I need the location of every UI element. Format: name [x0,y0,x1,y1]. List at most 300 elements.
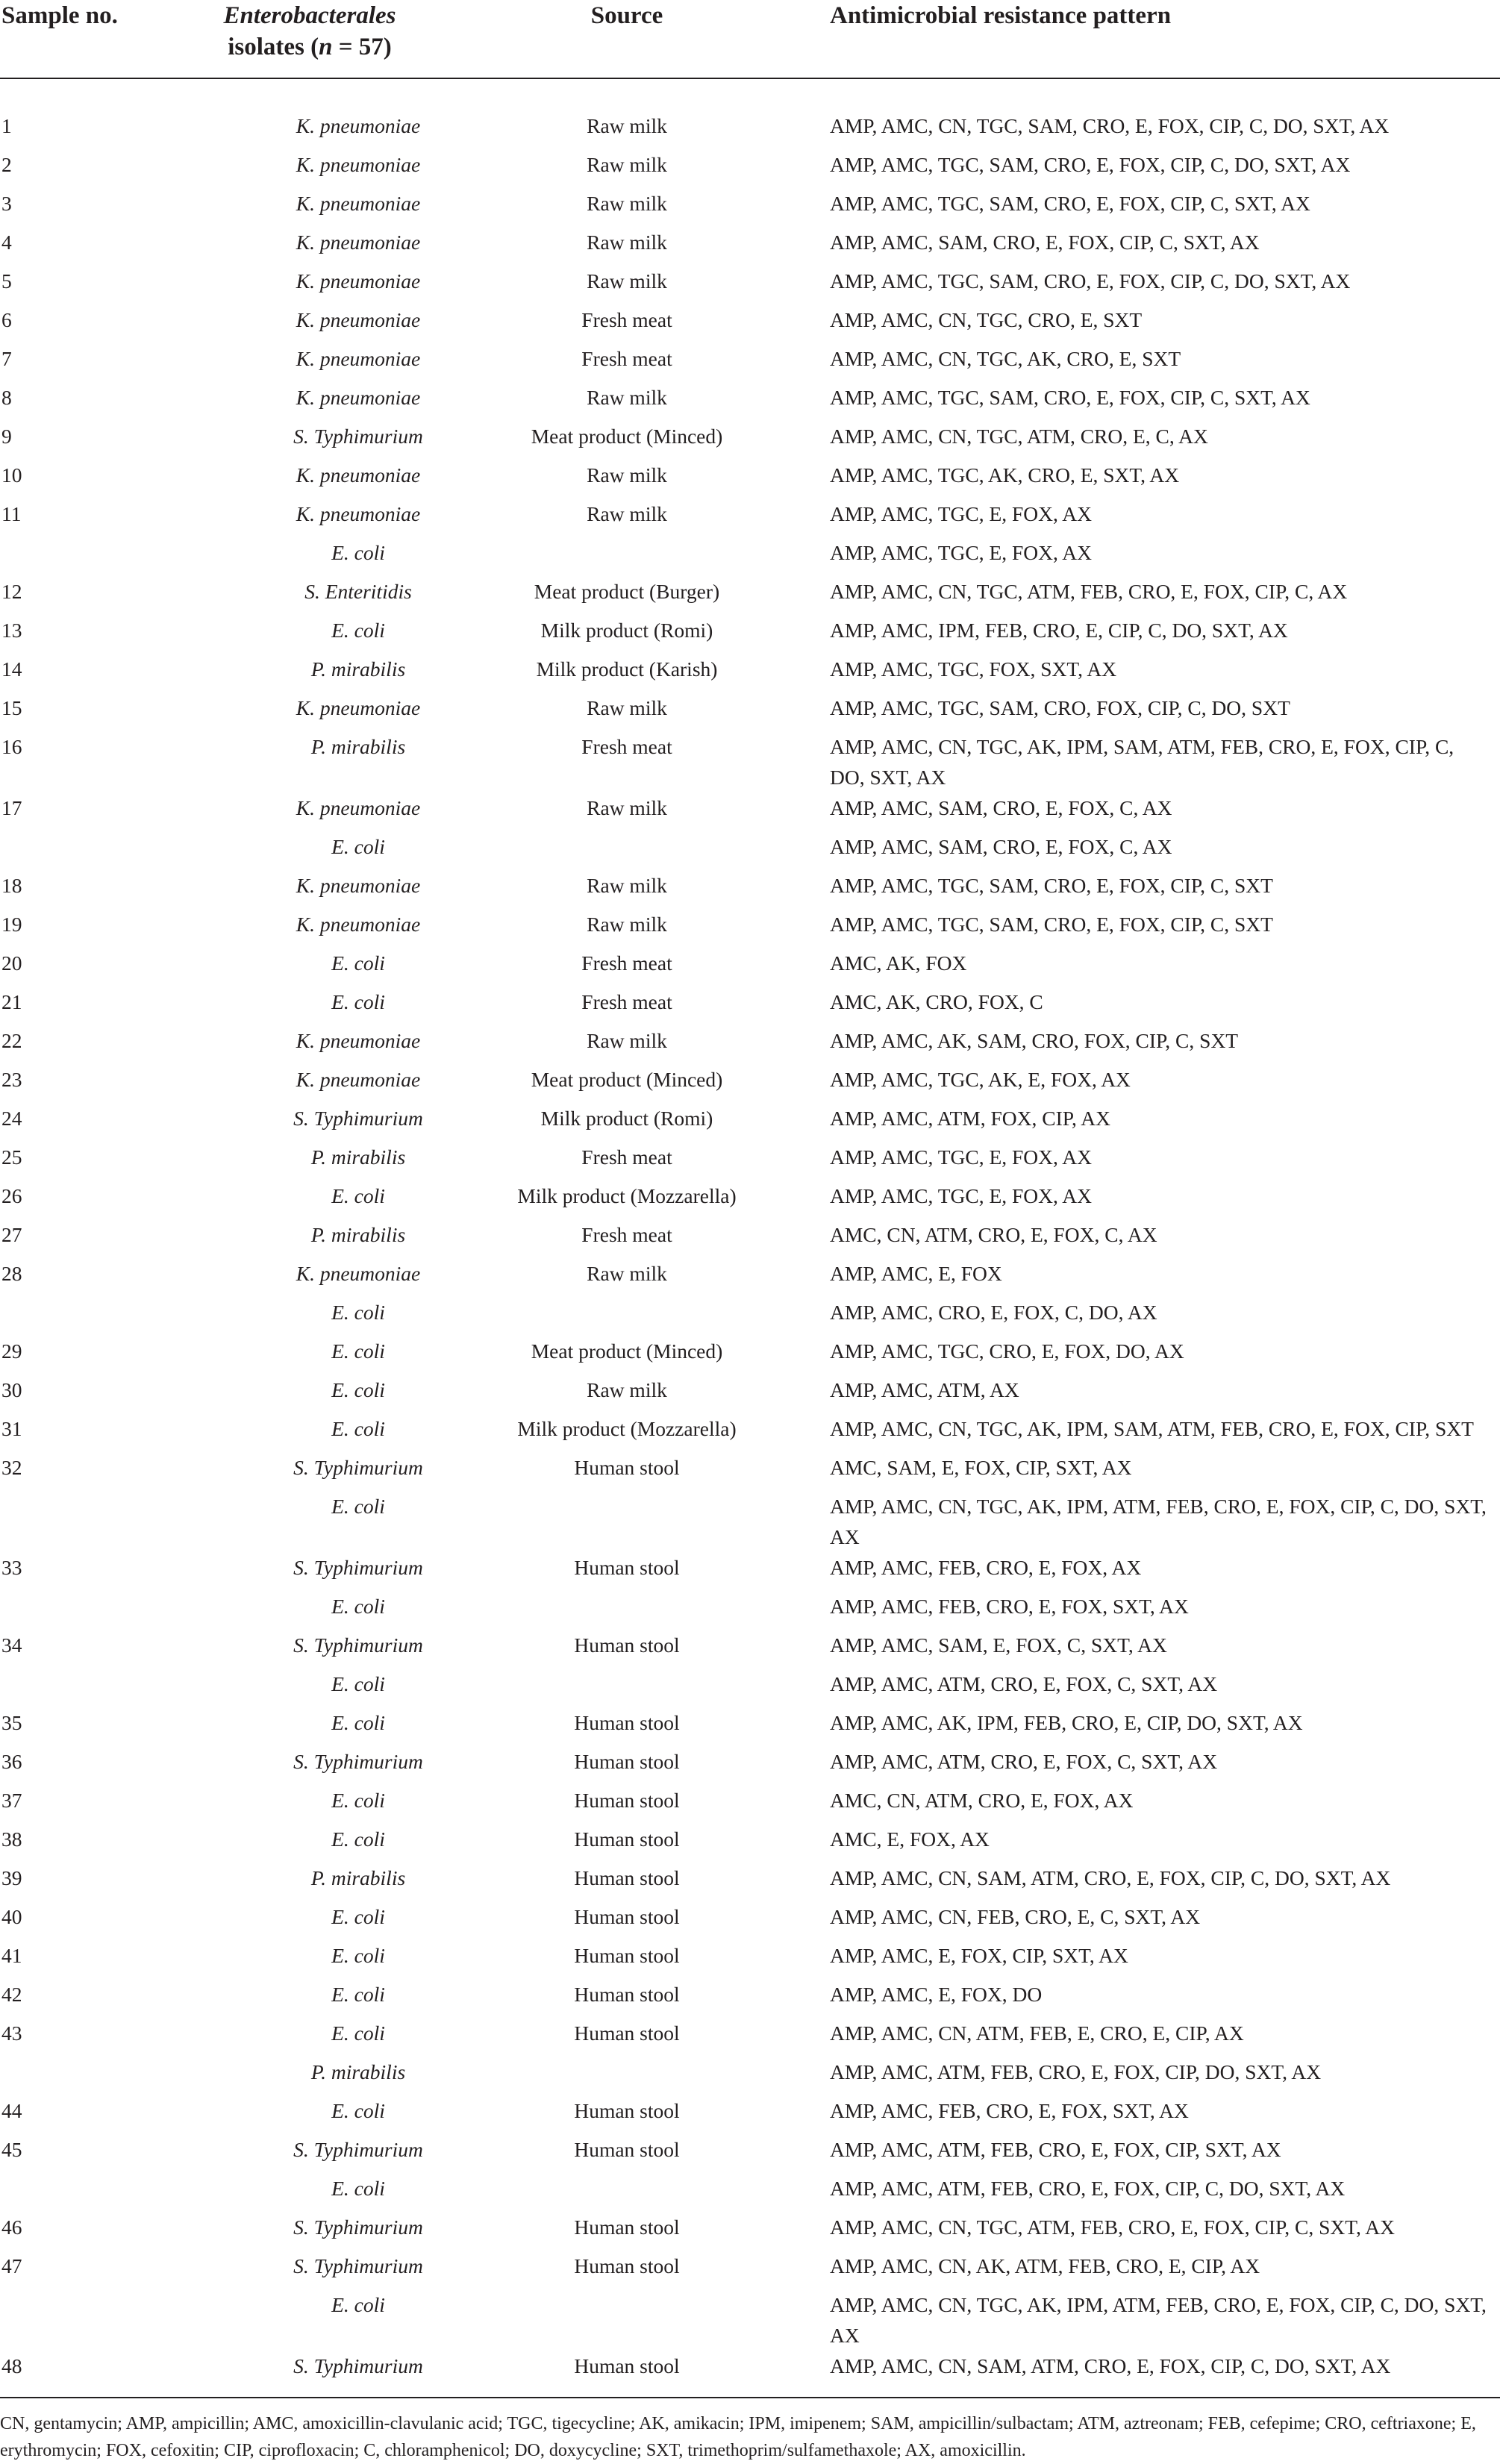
source-cell [478,537,813,576]
isolate-name: K. pneumoniae [296,463,421,487]
sample-no-cell: 38 [1,1827,22,1851]
pattern-cell: AMP, AMC, CN, TGC, SAM, CRO, E, FOX, CIP, C, DO, SXT, AX [830,114,1390,137]
isolate-cell [187,870,478,909]
isolate-name: E. coli [331,951,385,975]
isolate-cell [187,1785,478,1824]
isolate-cell [187,2018,478,2057]
isolate-cell [187,304,478,343]
source-cell [478,1491,813,1552]
isolate-cell [187,2173,478,2212]
sample-no-cell: 32 [1,1456,22,1479]
pattern-cell: AMP, AMC, TGC, FOX, SXT, AX [830,657,1117,681]
isolate-name: P. mirabilis [310,1866,406,1889]
isolate-cell [187,460,478,498]
sample-no-cell: 2 [1,153,12,176]
sample-no-cell: 45 [1,2138,22,2161]
isolate-cell [187,1669,478,1707]
source-cell [478,1297,813,1336]
pattern-cell: AMP, AMC, TGC, E, FOX, AX [830,502,1092,525]
isolate-cell [187,1452,478,1491]
pattern-cell: AMP, AMC, TGC, SAM, CRO, FOX, CIP, C, DO, SXT [830,696,1290,719]
table-row [0,1979,1500,2018]
table-row [0,870,1500,909]
pattern-cell: AMP, AMC, FEB, CRO, E, FOX, SXT, AX [830,2099,1189,2122]
sample-no-cell: 15 [1,696,22,719]
table-row [0,2057,1500,2095]
pattern-cell: AMP, AMC, CN, TGC, ATM, FEB, CRO, E, FOX, CIP, C, SXT, AX [830,2216,1395,2239]
table-row [0,343,1500,382]
isolate-cell [187,2095,478,2134]
isolate-name: E. coli [331,2099,385,2122]
isolate-cell [187,1103,478,1142]
source-cell: Human stool [574,1827,680,1851]
table-row [0,831,1500,870]
pattern-cell: AMP, AMC, SAM, E, FOX, C, SXT, AX [830,1633,1167,1657]
pattern-cell: AMP, AMC, CN, FEB, CRO, E, C, SXT, AX [830,1905,1201,1928]
sample-no-cell: 10 [1,463,22,487]
isolate-cell [187,1336,478,1375]
table-row [0,1103,1500,1142]
table-row [0,2134,1500,2173]
table-row [0,1181,1500,1219]
table-row [0,227,1500,266]
pattern-cell: AMP, AMC, TGC, SAM, CRO, E, FOX, CIP, C, SXT, AX [830,192,1310,215]
source-cell: Human stool [574,1789,680,1812]
source-cell: Fresh meat [581,990,672,1013]
isolate-name: S. Typhimurium [293,1107,423,1130]
pattern-cell: AMP, AMC, CRO, E, FOX, C, DO, AX [830,1301,1157,1324]
isolate-name: E. coli [331,1983,385,2006]
isolate-cell [187,1297,478,1336]
pattern-cell: AMP, AMC, CN, SAM, ATM, CRO, E, FOX, CIP, C, DO, SXT, AX [830,1866,1391,1889]
pattern-cell: AMC, AK, CRO, FOX, C [830,990,1043,1013]
pattern-cell: AMP, AMC, CN, TGC, ATM, FEB, CRO, E, FOX, CIP, C, AX [830,580,1348,603]
header-isolates-n: n [319,34,333,60]
table-row [0,909,1500,948]
table-row [0,2251,1500,2289]
pattern-cell: AMP, AMC, TGC, SAM, CRO, E, FOX, CIP, C, SXT [830,874,1273,897]
source-cell: Raw milk [587,192,667,215]
table-row [0,1452,1500,1491]
isolate-name: E. coli [331,990,385,1013]
sample-no-cell: 1 [1,114,12,137]
isolate-cell [187,1375,478,1413]
sample-no-cell: 16 [1,735,22,758]
pattern-cell: AMP, AMC, ATM, AX [830,1378,1019,1401]
header-isolates-label: isolates ( [228,34,319,60]
sample-no-cell: 36 [1,1750,22,1773]
isolate-name: E. coli [331,2177,385,2200]
source-cell: Human stool [574,1456,680,1479]
sample-no-cell: 43 [1,2021,22,2045]
pattern-cell: AMP, AMC, ATM, FEB, CRO, E, FOX, CIP, C, DO, SXT, AX [830,2177,1346,2200]
isolate-cell [187,149,478,188]
pattern-cell: AMP, AMC, TGC, AK, CRO, E, SXT, AX [830,463,1180,487]
sample-no-cell: 33 [1,1556,22,1579]
source-cell [478,831,813,870]
isolate-name: K. pneumoniae [296,153,421,176]
pattern-cell: AMP, AMC, E, FOX [830,1262,1002,1285]
table-row [0,2095,1500,2134]
sample-no-cell: 29 [1,1339,22,1363]
sample-no-cell: 37 [1,1789,22,1812]
isolate-name: K. pneumoniae [296,308,421,331]
table-row [0,2289,1500,2351]
source-cell: Fresh meat [581,347,672,370]
isolate-cell [187,2351,478,2398]
sample-no-cell: 8 [1,386,12,409]
pattern-cell: AMP, AMC, SAM, CRO, E, FOX, CIP, C, SXT, AX [830,231,1260,254]
isolate-cell [187,266,478,304]
isolate-name: S. Typhimurium [293,2138,423,2161]
isolate-name: S. Enteritidis [304,580,412,603]
pattern-cell: AMP, AMC, IPM, FEB, CRO, E, CIP, C, DO, SXT, AX [830,619,1288,642]
pattern-cell: AMP, AMC, SAM, CRO, E, FOX, C, AX [830,796,1172,819]
isolate-name: K. pneumoniae [296,269,421,293]
isolate-cell [187,498,478,537]
pattern-cell: AMP, AMC, ATM, FOX, CIP, AX [830,1107,1110,1130]
sample-no-cell [0,2289,187,2351]
isolate-cell [187,792,478,831]
source-cell: Raw milk [587,874,667,897]
isolate-cell [187,1025,478,1064]
pattern-cell: AMP, AMC, ATM, FEB, CRO, E, FOX, CIP, SXT, AX [830,2138,1281,2161]
isolate-name: P. mirabilis [310,657,406,681]
source-cell: Milk product (Mozzarella) [517,1184,737,1207]
table-row [0,537,1500,576]
isolate-name: E. coli [331,619,385,642]
table-row [0,1669,1500,1707]
table-row [0,78,1500,149]
isolate-cell [187,1707,478,1746]
isolate-cell [187,1824,478,1863]
source-cell: Raw milk [587,502,667,525]
pattern-cell: AMP, AMC, AK, IPM, FEB, CRO, E, CIP, DO, SXT, AX [830,1711,1303,1734]
isolate-name: S. Typhimurium [293,1750,423,1773]
table-row [0,304,1500,343]
sample-no-cell: 44 [1,2099,22,2122]
isolate-name: K. pneumoniae [296,913,421,936]
sample-no-cell: 48 [0,2351,187,2398]
sample-no-cell [0,831,187,870]
pattern-cell: AMP, AMC, ATM, CRO, E, FOX, C, SXT, AX [830,1750,1218,1773]
source-cell: Milk product (Mozzarella) [517,1417,737,1440]
isolate-cell [187,1863,478,1901]
sample-no-cell: 18 [1,874,22,897]
table-row [0,1491,1500,1552]
isolate-name: E. coli [331,1789,385,1812]
isolate-cell [187,227,478,266]
source-cell: Human stool [574,2216,680,2239]
sample-no-cell: 7 [1,347,12,370]
table-row [0,615,1500,654]
sample-no-cell: 28 [1,1262,22,1285]
pattern-cell: AMP, AMC, CN, TGC, ATM, CRO, E, C, AX [830,425,1208,448]
pattern-cell: AMP, AMC, TGC, CRO, E, FOX, DO, AX [830,1339,1184,1363]
isolate-name: S. Typhimurium [293,1633,423,1657]
table-row [0,188,1500,227]
pattern-cell: AMP, AMC, CN, SAM, ATM, CRO, E, FOX, CIP, C, DO, SXT, AX [813,2351,1500,2398]
isolate-name: S. Typhimurium [293,2216,423,2239]
isolate-cell [187,537,478,576]
sample-no-cell [0,2057,187,2095]
isolate-name: S. Typhimurium [293,1456,423,1479]
table-row [0,1413,1500,1452]
source-cell [478,1591,813,1630]
source-cell: Human stool [478,2351,813,2398]
source-cell: Fresh meat [581,735,672,758]
sample-no-cell [0,1491,187,1552]
source-cell: Human stool [574,2254,680,2277]
pattern-cell: AMC, CN, ATM, CRO, E, FOX, AX [830,1789,1134,1812]
sample-no-cell: 26 [1,1184,22,1207]
source-cell: Human stool [574,2021,680,2045]
table-row [0,1630,1500,1669]
sample-no-cell: 27 [1,1223,22,1246]
sample-no-cell: 47 [1,2254,22,2277]
sample-no-cell: 22 [1,1029,22,1052]
header-source: Source [478,0,813,78]
isolate-name: E. coli [331,2021,385,2045]
sample-no-cell: 25 [1,1145,22,1169]
table-row [0,460,1500,498]
source-cell [478,2173,813,2212]
sample-no-cell: 5 [1,269,12,293]
header-pattern: Antimicrobial resistance pattern [813,0,1500,78]
source-cell: Meat product (Minced) [531,1339,723,1363]
table-row [0,1219,1500,1258]
pattern-cell: AMP, AMC, AK, SAM, CRO, FOX, CIP, C, SXT [830,1029,1239,1052]
isolate-name: P. mirabilis [310,2060,406,2083]
table-row [0,948,1500,986]
source-cell: Raw milk [587,913,667,936]
pattern-cell: AMP, AMC, TGC, E, FOX, AX [830,541,1092,564]
isolate-cell [187,2289,478,2351]
isolate-name: E. coli [331,541,385,564]
pattern-cell: AMP, AMC, TGC, SAM, CRO, E, FOX, CIP, C, DO, SXT, AX [830,153,1351,176]
sample-no-cell: 13 [1,619,22,642]
sample-no-cell: 9 [1,425,12,448]
isolate-name: K. pneumoniae [296,192,421,215]
table-row [0,149,1500,188]
table-row [0,2351,1500,2398]
pattern-cell: AMP, AMC, CN, TGC, AK, CRO, E, SXT [830,347,1181,370]
source-cell: Human stool [574,2138,680,2161]
source-cell: Human stool [574,1750,680,1773]
header-isolates [187,0,478,78]
isolate-name: E. coli [331,1417,385,1440]
header-isolates-genus: Enterobacterales [223,2,396,29]
isolate-cell [187,421,478,460]
isolate-cell [187,78,478,149]
isolate-cell [187,1552,478,1591]
isolate-name: E. coli [331,1944,385,1967]
table-row [0,1863,1500,1901]
sample-no-cell: 31 [1,1417,22,1440]
isolate-cell [187,343,478,382]
pattern-cell: AMP, AMC, CN, TGC, CRO, E, SXT [830,308,1143,331]
table-row [0,986,1500,1025]
source-cell: Human stool [574,1556,680,1579]
sample-no-cell [0,1669,187,1707]
table-row [0,1552,1500,1591]
sample-no-cell: 42 [1,1983,22,2006]
isolate-name: P. mirabilis [310,1145,406,1169]
pattern-cell: AMP, AMC, CN, TGC, AK, IPM, SAM, ATM, FEB, CRO, E, FOX, CIP, SXT [830,1417,1474,1440]
isolate-cell [187,831,478,870]
isolate-name: K. pneumoniae [296,502,421,525]
sample-no-cell: 12 [1,580,22,603]
table-row [0,1142,1500,1181]
isolate-cell [187,986,478,1025]
isolate-cell [187,1491,478,1552]
isolate-name: E. coli [331,1378,385,1401]
sample-no-cell: 30 [1,1378,22,1401]
isolate-name: E. coli [331,1184,385,1207]
source-cell [478,1669,813,1707]
table-row [0,1258,1500,1297]
pattern-cell: AMP, AMC, CN, AK, ATM, FEB, CRO, E, CIP, AX [830,2254,1260,2277]
isolate-name: K. pneumoniae [296,796,421,819]
table-row [0,792,1500,831]
sample-no-cell: 46 [1,2216,22,2239]
table-row [0,1025,1500,1064]
isolate-name: S. Typhimurium [293,1556,423,1579]
pattern-cell: AMP, AMC, CN, TGC, AK, IPM, ATM, FEB, CRO, E, FOX, CIP, C, DO, SXT, AX [830,2293,1487,2347]
isolate-cell [187,2251,478,2289]
source-cell: Meat product (Minced) [531,425,723,448]
sample-no-cell: 21 [1,990,22,1013]
isolate-name: E. coli [331,1595,385,1618]
table-row [0,382,1500,421]
source-cell: Meat product (Burger) [534,580,720,603]
source-cell: Raw milk [587,696,667,719]
source-cell: Raw milk [587,796,667,819]
isolate-cell [187,1219,478,1258]
isolate-cell [187,1901,478,1940]
isolate-name: E. coli [331,1905,385,1928]
table-row [0,731,1500,792]
isolate-name: K. pneumoniae [296,696,421,719]
table-row [0,1591,1500,1630]
pattern-cell: AMP, AMC, FEB, CRO, E, FOX, SXT, AX [830,1595,1189,1618]
table-row [0,1824,1500,1863]
isolate-name: E. coli [331,1339,385,1363]
source-cell: Milk product (Karish) [536,657,718,681]
sample-no-cell: 40 [1,1905,22,1928]
pattern-cell: AMP, AMC, CN, TGC, AK, IPM, ATM, FEB, CRO, E, FOX, CIP, C, DO, SXT, AX [830,1495,1487,1548]
source-cell: Fresh meat [581,308,672,331]
sample-no-cell [0,1591,187,1630]
table-body [0,78,1500,2398]
source-cell [478,2289,813,2351]
source-cell: Raw milk [587,463,667,487]
isolate-cell [187,1630,478,1669]
source-cell: Raw milk [587,1378,667,1401]
pattern-cell: AMC, CN, ATM, CRO, E, FOX, C, AX [830,1223,1157,1246]
isolate-name: P. mirabilis [310,1223,406,1246]
source-cell: Human stool [574,1905,680,1928]
table-row [0,421,1500,460]
sample-no-cell: 34 [1,1633,22,1657]
isolate-name: E. coli [331,1827,385,1851]
pattern-cell: AMP, AMC, TGC, E, FOX, AX [830,1145,1092,1169]
source-cell: Raw milk [587,114,667,137]
source-cell: Raw milk [587,153,667,176]
pattern-cell: AMP, AMC, ATM, FEB, CRO, E, FOX, CIP, DO, SXT, AX [830,2060,1322,2083]
table-row [0,498,1500,537]
table-row [0,2173,1500,2212]
source-cell: Fresh meat [581,1145,672,1169]
isolate-name: P. mirabilis [310,735,406,758]
isolate-name: K. pneumoniae [296,347,421,370]
table-row [0,2212,1500,2251]
isolate-name: E. coli [331,1672,385,1695]
isolate-name: E. coli [331,1495,385,1518]
sample-no-cell: 23 [1,1068,22,1091]
table-row [0,2018,1500,2057]
table-row [0,1064,1500,1103]
isolate-name: E. coli [331,1711,385,1734]
pattern-cell: AMP, AMC, ATM, CRO, E, FOX, C, SXT, AX [830,1672,1218,1695]
pattern-cell: AMP, AMC, E, FOX, DO [830,1983,1043,2006]
pattern-cell: AMC, E, FOX, AX [830,1827,990,1851]
isolate-name: K. pneumoniae [296,386,421,409]
isolate-name: E. coli [331,2293,385,2316]
isolate-cell [187,382,478,421]
isolate-cell [187,576,478,615]
sample-no-cell: 14 [1,657,22,681]
sample-no-cell [0,537,187,576]
source-cell: Human stool [574,2099,680,2122]
source-cell: Raw milk [587,386,667,409]
pattern-cell: AMP, AMC, E, FOX, CIP, SXT, AX [830,1944,1128,1967]
isolate-cell [187,1591,478,1630]
header-sample-no: Sample no. [0,0,187,78]
source-cell: Milk product (Romi) [540,1107,713,1130]
sample-no-cell: 35 [1,1711,22,1734]
sample-no-cell: 4 [1,231,12,254]
sample-no-cell: 17 [1,796,22,819]
pattern-cell: AMC, AK, FOX [830,951,967,975]
table-row [0,1785,1500,1824]
header-isolates-count: = 57) [332,34,392,60]
table-row [0,1297,1500,1336]
sample-no-cell [0,2173,187,2212]
pattern-cell: AMP, AMC, CN, ATM, FEB, E, CRO, E, CIP, AX [830,2021,1244,2045]
isolate-cell [187,615,478,654]
sample-no-cell: 24 [1,1107,22,1130]
sample-no-cell: 6 [1,308,12,331]
table-row [0,1940,1500,1979]
isolate-cell [187,2212,478,2251]
pattern-cell: AMP, AMC, SAM, CRO, E, FOX, C, AX [830,835,1172,858]
pattern-cell: AMP, AMC, TGC, AK, E, FOX, AX [830,1068,1131,1091]
isolate-cell [187,2134,478,2173]
table-row [0,1746,1500,1785]
isolate-cell [187,2057,478,2095]
isolate-cell [187,1413,478,1452]
isolate-name: K. pneumoniae [296,231,421,254]
isolate-cell [187,188,478,227]
table-row [0,1707,1500,1746]
isolate-name: S. Typhimurium [293,425,423,448]
table-row [0,576,1500,615]
isolate-cell [187,948,478,986]
source-cell: Human stool [574,1866,680,1889]
header-row [0,0,1500,78]
source-cell: Human stool [574,1633,680,1657]
